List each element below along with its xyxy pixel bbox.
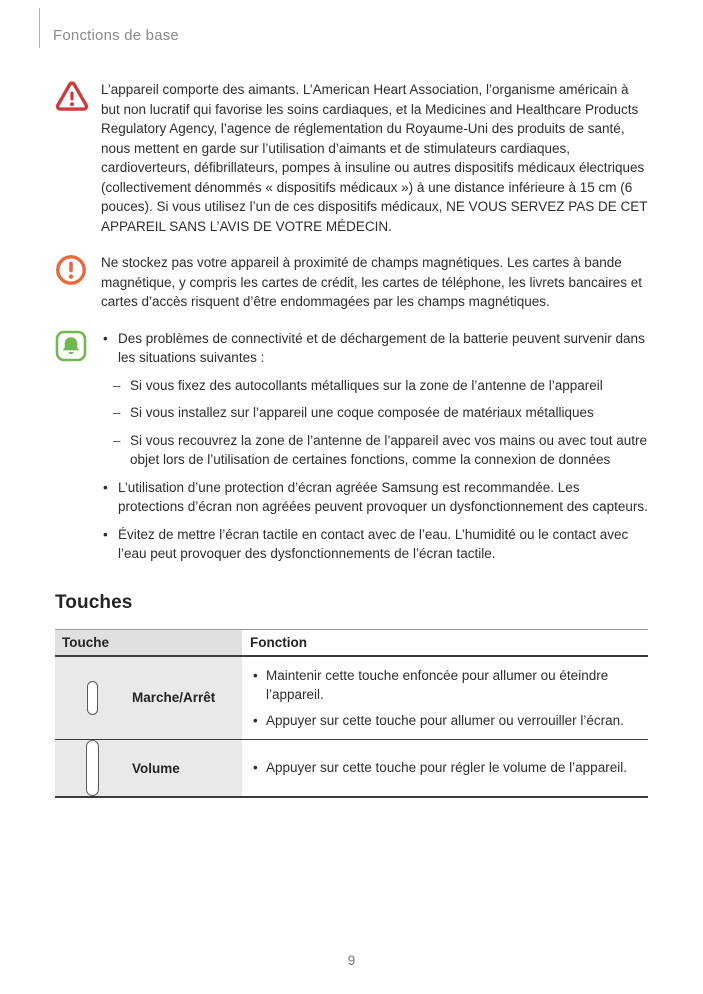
bullet-marker: • xyxy=(103,330,108,346)
column-header-touche: Touche xyxy=(55,630,242,655)
list-item xyxy=(101,329,648,368)
function-cell xyxy=(242,657,648,740)
column-header-fonction: Fonction xyxy=(242,630,648,655)
bullet-text: Des problèmes de connectivité et de déchargement de la batterie peuvent survenir dans les situations suivantes : xyxy=(118,330,645,365)
sub-bullet-text: Si vous installez sur l’appareil une coque composée de matériaux métalliques xyxy=(130,405,594,420)
bullet-marker: • xyxy=(103,526,108,542)
keys-table xyxy=(55,629,648,799)
bullet-marker: • xyxy=(253,712,258,728)
sub-bullet-text: Si vous recouvrez la zone de l’antenne de l’appareil avec vos mains ou avec tout autre objet lors de l’utilisation de certaines fonctions, comme la connexion de données xyxy=(130,432,648,467)
notification-bell-icon xyxy=(55,329,89,367)
bullet-marker: • xyxy=(103,479,108,495)
power-key-icon xyxy=(67,681,117,715)
info-notice xyxy=(55,329,648,564)
warning-text: L’appareil comporte des aimants. L’American Heart Association, l’organisme américain à but non lucratif qui favorise les soins cardiaques, et la Medicines and Healthcare Products Regulatory Agency, l’agence de réglementation du Royaume-Uni des produits de santé, nous mettent en garde sur l’utilisation d’aimants et de stimulateurs cardiaques, cardioverteurs, défibrillateurs, pompes à insuline ou autres dispositifs médicaux électriques (collectivement dénommés « dispositifs médicaux ») à une distance inférieure à 15 cm (6 pouces). Si vous utilisez l’un de ces dispositifs médicaux, NE VOUS SERVEZ PAS DE CET APPAREIL SANS L’AVIS DE VOTRE MÉDECIN. xyxy=(101,82,648,234)
caution-text: Ne stockez pas votre appareil à proximité de champs magnétiques. Les cartes à bande magnétique, y compris les cartes de crédit, les cartes de téléphone, les livrets bancaires et cartes d’accès risquent d’être endommagées par les champs magnétiques. xyxy=(101,255,643,309)
dash-marker: – xyxy=(113,432,121,448)
list-item xyxy=(113,431,648,470)
key-label: Volume xyxy=(132,760,180,776)
list-item xyxy=(113,376,648,396)
warning-notice xyxy=(55,80,648,236)
page-content xyxy=(55,80,648,798)
warning-triangle-icon xyxy=(55,80,89,117)
info-bullet-list xyxy=(101,329,648,564)
dash-marker: – xyxy=(113,405,121,420)
table-header-row xyxy=(55,630,648,657)
header-rule xyxy=(39,8,40,48)
list-item xyxy=(250,758,642,778)
dash-marker: – xyxy=(113,377,121,393)
bullet-marker: • xyxy=(253,667,258,683)
bullet-text: Évitez de mettre l’écran tactile en contact avec de l’eau. L’humidité ou le contact avec l’eau peut provoquer des dysfonctionnements de l’écran tactile. xyxy=(118,526,629,561)
table-row xyxy=(55,657,648,741)
list-item xyxy=(250,711,642,731)
info-sub-list xyxy=(113,376,648,470)
caution-circle-icon xyxy=(55,253,89,291)
bullet-marker: • xyxy=(253,760,258,776)
function-text: Appuyer sur cette touche pour régler le volume de l’appareil. xyxy=(266,760,627,776)
volume-key-icon xyxy=(67,740,117,796)
sub-bullet-text: Si vous fixez des autocollants métalliques sur la zone de l’antenne de l’appareil xyxy=(130,377,603,393)
page-number: 9 xyxy=(347,953,356,968)
key-cell-power xyxy=(55,657,242,740)
running-header: Fonctions de base xyxy=(53,27,179,44)
function-cell xyxy=(242,740,648,796)
bullet-text: L’utilisation d’une protection d’écran agréée Samsung est recommandée. Les protections d’écran non agréées peuvent provoquer un dysfonctionnement des capteurs. xyxy=(118,479,648,514)
list-item xyxy=(101,478,648,517)
list-item xyxy=(113,403,648,423)
table-row xyxy=(55,740,648,796)
function-text: Appuyer sur cette touche pour allumer ou verrouiller l’écran. xyxy=(266,712,624,728)
list-item xyxy=(250,666,642,705)
key-label: Marche/Arrêt xyxy=(132,690,216,706)
section-title: Touches xyxy=(55,591,133,613)
function-text: Maintenir cette touche enfoncée pour allumer ou éteindre l’appareil. xyxy=(266,667,609,702)
caution-notice xyxy=(55,253,648,312)
list-item xyxy=(101,525,648,564)
key-cell-volume xyxy=(55,740,242,796)
